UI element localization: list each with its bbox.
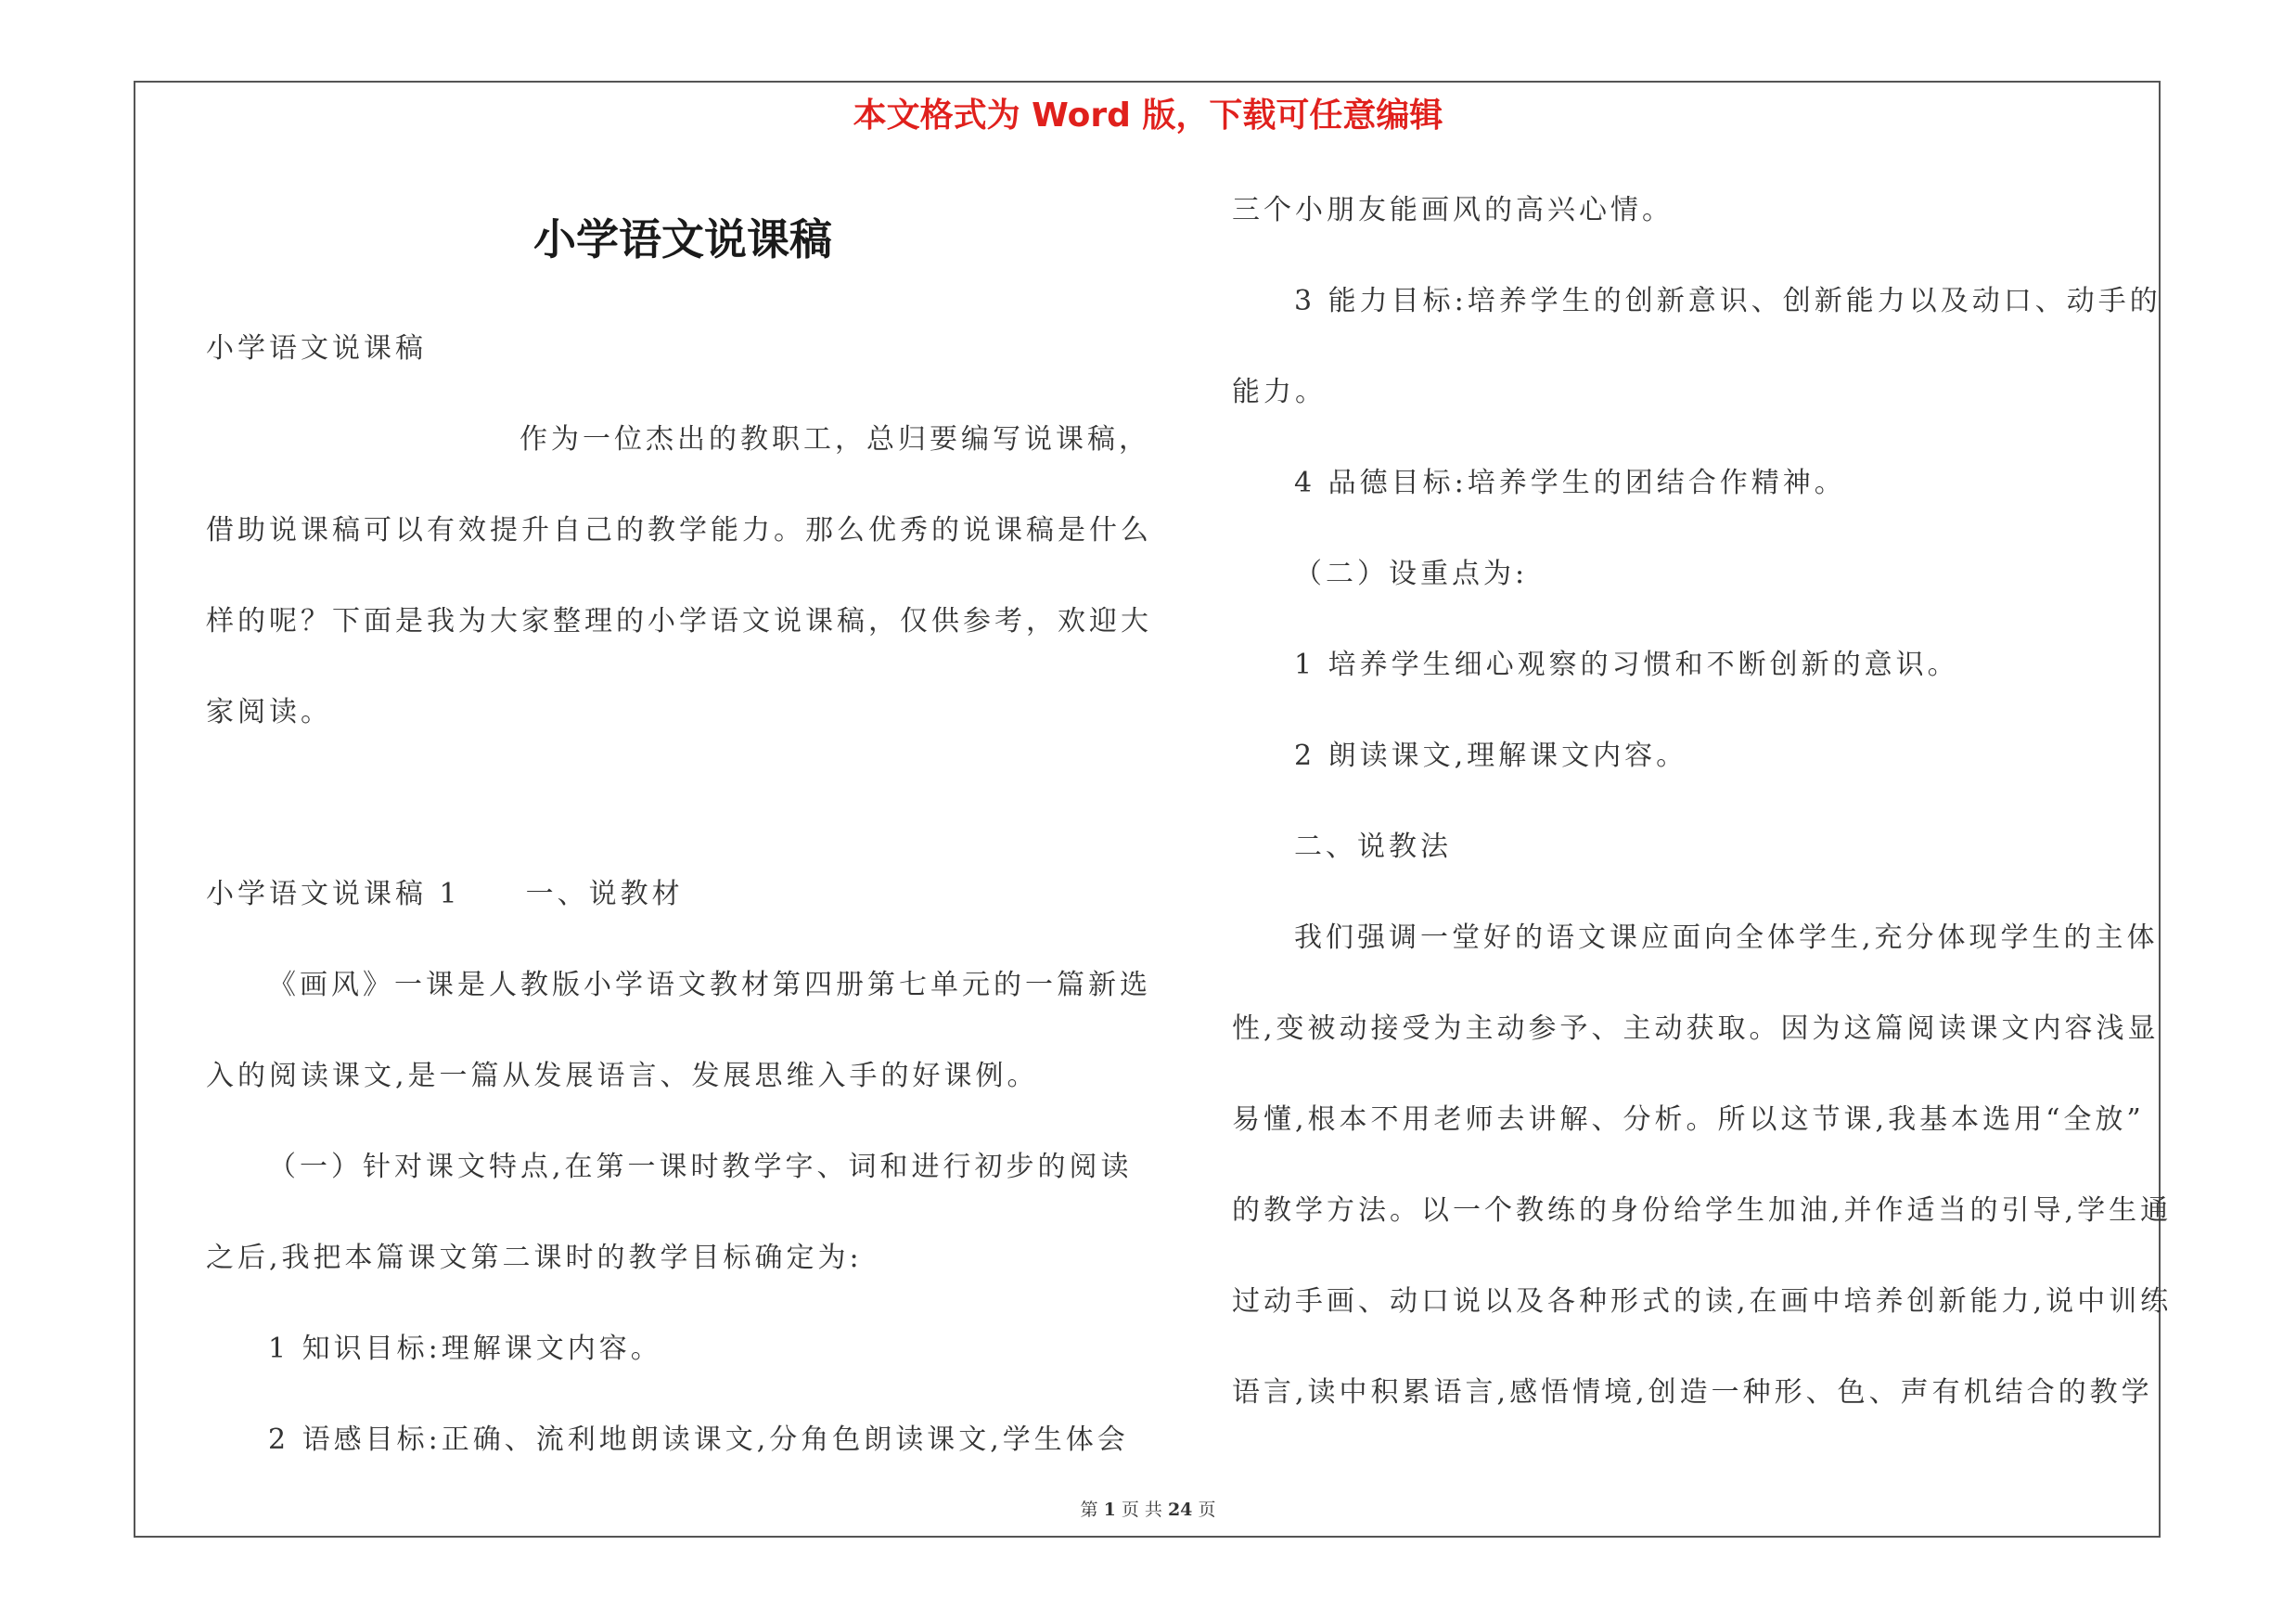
- paragraph-line: 3 能力目标:培养学生的创新意识、创新能力以及动口、动手的: [1294, 285, 2161, 317]
- subtitle: 小学语文说课稿: [206, 332, 427, 365]
- paragraph-line: 性,变被动接受为主动参予、主动获取。因为这篇阅读课文内容浅显: [1232, 1012, 2160, 1045]
- paragraph-line: 作为一位杰出的教职工，总归要编写说课稿，: [519, 423, 1150, 456]
- paragraph-line: 入的阅读课文,是一篇从发展语言、发展思维入手的好课例。: [206, 1060, 1039, 1092]
- blank-line: [206, 758, 1152, 849]
- page-footer: [0, 1496, 2296, 1521]
- footer-prefix: 第: [1080, 1500, 1098, 1520]
- paragraph-line: 能力。: [1232, 376, 1327, 408]
- left-column: [206, 303, 1152, 1486]
- paragraph-line: 2 语感目标:正确、流利地朗读课文,分角色朗读课文,学生体会: [268, 1423, 1129, 1456]
- section-heading: [206, 849, 1152, 940]
- paragraph-line: 《画风》一课是人教版小学语文教材第四册第七单元的一篇新选: [268, 969, 1151, 1001]
- paragraph-line: 1 知识目标:理解课文内容。: [268, 1333, 662, 1365]
- paragraph-line: 之后,我把本篇课文第二课时的教学目标确定为:: [206, 1242, 863, 1274]
- page-number: 1: [1103, 1500, 1116, 1520]
- format-notice-banner: 本文格式为 Word 版，下载可任意编辑: [853, 97, 1443, 135]
- paragraph-line: 样的呢？下面是我为大家整理的小学语文说课稿，仅供参考，欢迎大: [206, 605, 1152, 638]
- paragraph-line: 4 品德目标:培养学生的团结合作精神。: [1294, 467, 1846, 499]
- paragraph-line: 1 培养学生细心观察的习惯和不断创新的意识。: [1294, 649, 1959, 681]
- paragraph-line: 的教学方法。以一个教练的身份给学生加油,并作适当的引导,学生通: [1232, 1194, 2173, 1227]
- right-column: [1232, 165, 2173, 1438]
- section-subtitle: 一、说教材: [525, 878, 684, 910]
- paragraph-line: 2 朗读课文,理解课文内容。: [1294, 740, 1688, 772]
- paragraph-line: 家阅读。: [206, 696, 332, 728]
- paragraph-line: 三个小朋友能画风的高兴心情。: [1232, 194, 1674, 226]
- paragraph-line: 语言,读中积累语言,感悟情境,创造一种形、色、声有机结合的教学: [1232, 1376, 2153, 1409]
- paragraph-line: 我们强调一堂好的语文课应面向全体学生,充分体现学生的主体: [1294, 921, 2159, 954]
- section-heading: 二、说教法: [1294, 831, 1452, 863]
- paragraph-line: 过动手画、动口说以及各种形式的读,在画中培养创新能力,说中训练: [1232, 1285, 2173, 1318]
- paragraph-line: 借助说课稿可以有效提升自己的教学能力。那么优秀的说课稿是什么: [206, 514, 1152, 547]
- document-title: 小学语文说课稿: [533, 214, 832, 264]
- footer-suffix: 页: [1198, 1500, 1216, 1520]
- paragraph-line: （二）设重点为:: [1294, 558, 1529, 590]
- paragraph-line: （一）针对课文特点,在第一课时教学字、词和进行初步的阅读: [268, 1151, 1133, 1183]
- section-title: 小学语文说课稿 1: [206, 878, 461, 910]
- total-pages: 24: [1167, 1500, 1193, 1520]
- footer-middle: 页 共: [1121, 1500, 1162, 1520]
- paragraph-line: 易懂,根本不用老师去讲解、分析。所以这节课,我基本选用“全放”: [1232, 1103, 2145, 1136]
